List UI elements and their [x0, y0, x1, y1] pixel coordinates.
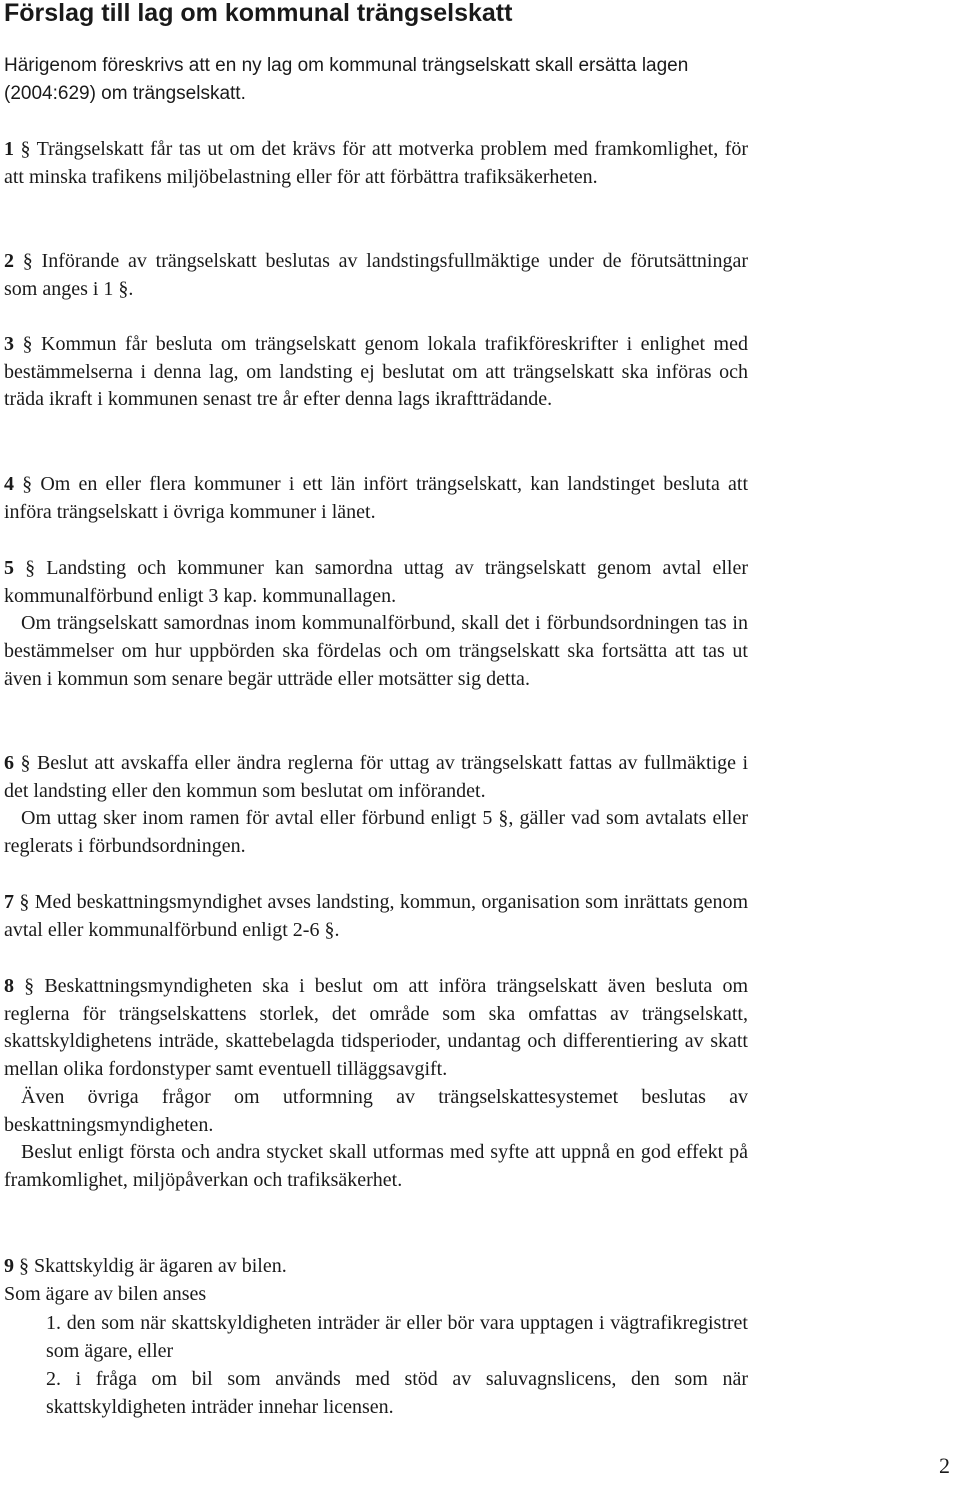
section-paragraph: Som ägare av bilen anses [4, 1282, 207, 1305]
section-5 [4, 555, 748, 694]
section-text: Med beskattningsmyndighet avses landsting, kommun, organisation som inrättats genom avtal eller kommunalförbund enligt 2-6 §. [4, 891, 749, 941]
section-6 [4, 750, 748, 861]
section-number: 7 [4, 891, 14, 913]
section-symbol: § [19, 891, 30, 913]
section-number: 3 [4, 333, 14, 355]
section-text: Trängselskatt får tas ut om det krävs för att motverka problem med framkomlighet, för att minska trafikens miljöbelastning eller för att förbättra trafiksäkerheten. [4, 138, 749, 188]
section-symbol: § [25, 557, 36, 579]
section-text: Beskattningsmyndigheten ska i beslut om att införa trängselskatt även besluta om reglerna för trängselskattens storlek, det område som ska omfattas av trängselskatt, skattskyldighetens inträde, skattebelagda tidsperioder, undantag och differentiering av skatt mellan olika fordonstyper samt eventuell tilläggsavgift. [4, 975, 749, 1081]
section-symbol: § [19, 1255, 29, 1277]
section-paragraph: Även övriga frågor om utformning av trängselskattesystemet beslutas av beskattningsmyndigheten. [4, 1085, 748, 1136]
section-symbol: § [20, 752, 31, 774]
page-title: Förslag till lag om kommunal trängselskatt [4, 0, 513, 27]
section-2 [4, 248, 748, 303]
section-number: 4 [4, 473, 14, 495]
section-text: Införande av trängselskatt beslutas av landstingsfullmäktige under de förutsättningar som anges i 1 §. [4, 250, 749, 300]
list-item: 2. i fråga om bil som används med stöd av saluvagnslicens, den som när skattskyldigheten inträder innehar licensen. [46, 1368, 748, 1418]
section-text: Beslut att avskaffa eller ändra reglerna för uttag av trängselskatt fattas av fullmäktige i det landsting eller den kommun som beslutat om införandet. [4, 752, 749, 802]
section-paragraph: Om uttag sker inom ramen för avtal eller förbund enligt 5 §, gäller vad som avtalats eller reglerats i förbundsordningen. [4, 807, 748, 858]
section-7 [4, 889, 748, 944]
section-paragraph: Beslut enligt första och andra stycket skall utformas med syfte att uppnå en god effekt på framkomlighet, miljöpåverkan och trafiksäkerhet. [4, 1141, 748, 1191]
section-number: 1 [4, 138, 14, 160]
section-8 [4, 973, 748, 1195]
section-symbol: § [20, 138, 31, 160]
section-9 [4, 1253, 748, 1308]
owner-list [46, 1309, 748, 1421]
intro-paragraph: Härigenom föreskrivs att en ny lag om kommunal trängselskatt skall ersätta lagen (2004:629) om trängselskatt. [4, 55, 689, 104]
section-symbol: § [22, 473, 33, 495]
section-4 [4, 471, 748, 526]
section-text: Skattskyldig är ägaren av bilen. [34, 1255, 287, 1277]
section-text: Landsting och kommuner kan samordna uttag av trängselskatt genom avtal eller kommunalförbund enligt 3 kap. kommunallagen. [4, 557, 749, 607]
section-number: 5 [4, 557, 14, 579]
section-symbol: § [24, 975, 35, 997]
section-symbol: § [22, 333, 33, 355]
section-number: 8 [4, 975, 14, 997]
section-number: 2 [4, 250, 14, 272]
section-number: 9 [4, 1255, 14, 1277]
section-text: Om en eller flera kommuner i ett län infört trängselskatt, kan landstinget besluta att införa trängselskatt i övriga kommuner i länet. [4, 473, 749, 523]
section-1 [4, 136, 748, 191]
section-3 [4, 331, 748, 414]
section-symbol: § [22, 250, 33, 272]
page-number: 2 [939, 1453, 950, 1478]
list-item: 1. den som när skattskyldigheten inträder är eller bör vara upptagen i vägtrafikregistret som ägare, eller [46, 1312, 748, 1362]
section-paragraph: Om trängselskatt samordnas inom kommunalförbund, skall det i förbundsordningen tas in bestämmelser om hur uppbörden ska fördelas och om trängselskatt ska fortsätta att tas ut även i kommun som senare begär utträde eller motsätter sig detta. [4, 612, 748, 690]
section-number: 6 [4, 752, 14, 774]
section-text: Kommun får besluta om trängselskatt genom lokala trafikföreskrifter i enlighet med bestämmelserna i denna lag, om landsting ej beslutat om att trängselskatt ska införas och träda ikraft i kommunen senast tre år efter denna lags ikraftträdande. [4, 333, 748, 411]
